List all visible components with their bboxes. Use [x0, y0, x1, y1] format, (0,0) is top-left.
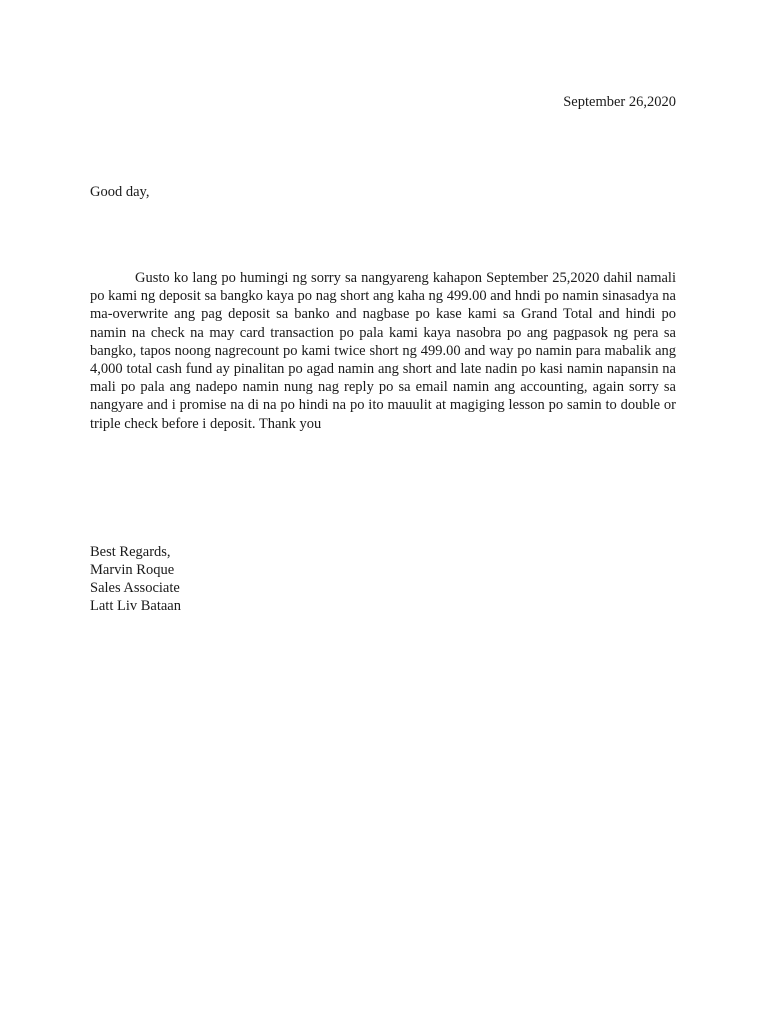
- letter-date: September 26,2020: [563, 94, 676, 110]
- signature-block: [90, 543, 181, 615]
- signature-name: Marvin Roque: [90, 562, 175, 578]
- signature-closing: Best Regards,: [90, 544, 171, 560]
- letter-greeting: Good day,: [90, 184, 150, 200]
- letter-body: Gusto ko lang po humingi ng sorry sa nangyareng kahapon September 25,2020 dahil namali po kami ng deposit sa bangko kaya po nag short ang kaha ng 499.00 and hndi po namin sinasadya na ma-overwrite ang pag deposit sa banko and nagbase po kase kami sa Grand Total and hindi po namin na check na may card transaction po pala kami kaya nasobra po ang pagpasok ng pera sa bangko, tapos noong nagrecount po kami twice short ng 499.00 and way po namin para mabalik ang 4,000 total cash fund ay pinalitan po agad namin ang short and late nadin po kasi namin napansin na mali po pala ang nadepo namin nung nag reply po sa email namin ang accounting, again sorry sa nangyare and i promise na di na po hindi na po ito mauulit at magiging lesson po samin to double or triple check before i deposit. Thank you: [90, 270, 676, 432]
- signature-company: Latt Liv Bataan: [90, 598, 181, 614]
- signature-position: Sales Associate: [90, 580, 180, 596]
